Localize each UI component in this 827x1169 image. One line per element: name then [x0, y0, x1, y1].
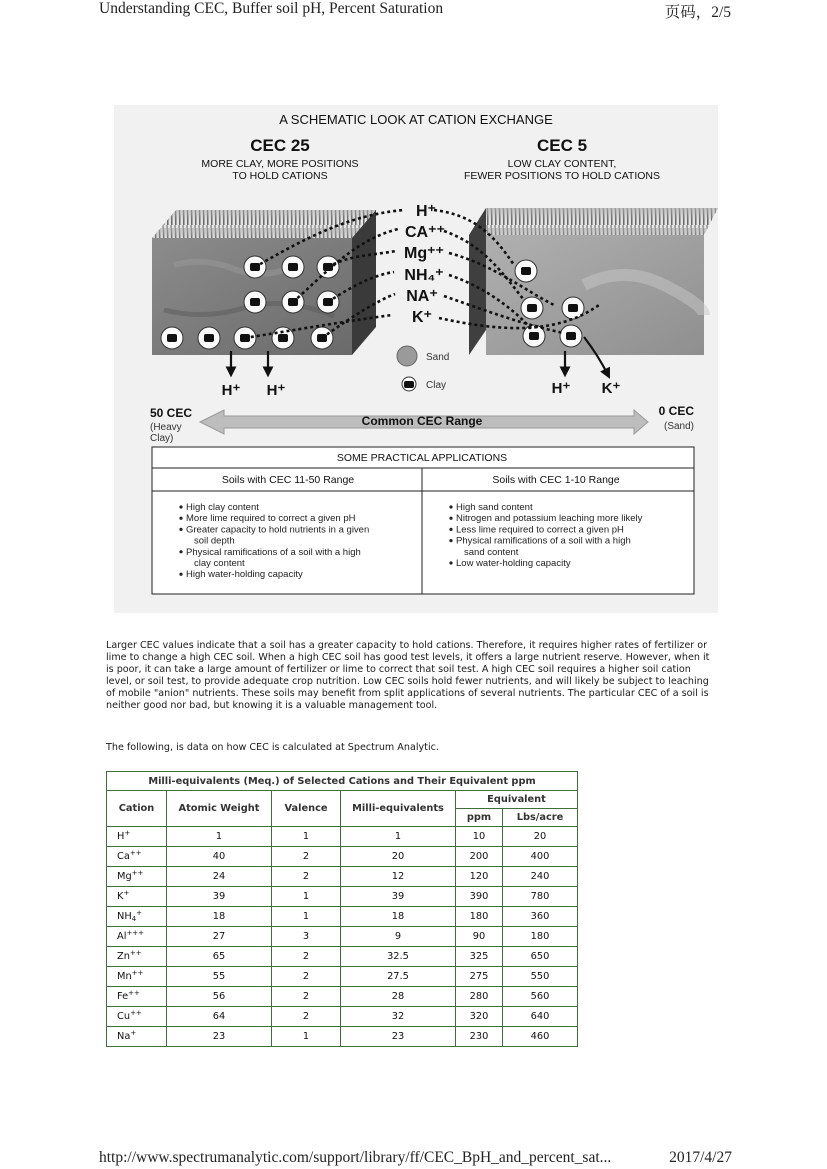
milli-equivalents-cell: 9: [341, 927, 456, 947]
bullet-icon: [449, 528, 452, 531]
bullet-icon: [449, 517, 452, 520]
ppm-cell: 10: [456, 827, 503, 847]
application-item: sand content: [464, 546, 519, 558]
bullet-icon: [179, 528, 182, 531]
high-cec-soil-block: [152, 210, 376, 355]
figure-title: A SCHEMATIC LOOK AT CATION EXCHANGE: [279, 112, 553, 127]
right-heading: CEC 5: [536, 136, 588, 155]
lbs-acre-cell: 550: [503, 967, 578, 987]
ppm-cell: 390: [456, 887, 503, 907]
lbs-acre-cell: 180: [503, 927, 578, 947]
applications-left-title: Soils with CEC 11-50 Range: [221, 474, 355, 486]
application-item: Physical ramifications of a soil with a high: [186, 546, 361, 558]
atomic-weight-cell: 40: [167, 847, 272, 867]
range-left-note-2: Clay): [150, 433, 174, 444]
valence-cell: 2: [272, 1007, 341, 1027]
ppm-cell: 275: [456, 967, 503, 987]
page-number: 页码，2/5: [664, 4, 731, 21]
application-item: Greater capacity to hold nutrients in a given: [186, 524, 370, 536]
legend: [397, 346, 449, 391]
application-item: Nitrogen and potassium leaching more likely: [456, 513, 643, 525]
ppm-cell: 230: [456, 1027, 503, 1047]
range-left-value: 50 CEC: [150, 406, 193, 420]
cation-cell: Fe++: [107, 987, 167, 1007]
right-subheading-2: FEWER POSITIONS TO HOLD CATIONS: [463, 170, 661, 182]
atomic-weight-cell: 56: [167, 987, 272, 1007]
table-row: [107, 847, 578, 867]
atomic-weight-cell: 23: [167, 1027, 272, 1047]
cation-cell: H+: [107, 827, 167, 847]
table-row: [107, 867, 578, 887]
cation-labels: [404, 203, 445, 326]
lbs-acre-cell: 400: [503, 847, 578, 867]
applications-right-title: Soils with CEC 1-10 Range: [492, 474, 620, 486]
clay-swatch-mark: [404, 381, 414, 388]
legend-sand-label: Sand: [426, 352, 450, 363]
sand-swatch: [397, 346, 417, 366]
lbs-acre-cell: 780: [503, 887, 578, 907]
ppm-cell: 180: [456, 907, 503, 927]
cation-cell: Ca++: [107, 847, 167, 867]
bullet-icon: [449, 539, 452, 542]
valence-cell: 1: [272, 1027, 341, 1047]
bullet-icon: [179, 573, 182, 576]
applications-title: SOME PRACTICAL APPLICATIONS: [336, 452, 508, 464]
cec-calculation-intro: The following, is data on how CEC is calculated at Spectrum Analytic.: [106, 742, 439, 753]
ppm-cell: 120: [456, 867, 503, 887]
lbs-acre-cell: 20: [503, 827, 578, 847]
cation-cell: Al+++: [107, 927, 167, 947]
lbs-acre-cell: 560: [503, 987, 578, 1007]
application-item: High sand content: [456, 502, 533, 513]
valence-cell: 1: [272, 887, 341, 907]
application-item: Low water-holding capacity: [456, 558, 571, 569]
ppm-cell: 320: [456, 1007, 503, 1027]
released-ion-left-1: H⁺: [221, 382, 241, 399]
col-header-milli-equivalents: Milli-equivalents: [341, 791, 456, 827]
valence-cell: 2: [272, 947, 341, 967]
bullet-icon: [449, 505, 452, 508]
table-row: [107, 907, 578, 927]
left-subheading-2: TO HOLD CATIONS: [232, 170, 328, 182]
left-subheading-1: MORE CLAY, MORE POSITIONS: [201, 158, 359, 170]
table-row: [107, 1007, 578, 1027]
atomic-weight-cell: 24: [167, 867, 272, 887]
cec-explanation-paragraph: Larger CEC values indicate that a soil has a greater capacity to hold cations. Therefore, it requires higher rates of fertilizer or lime to change a high CEC soil. When a high CEC soil has good test levels, it offers a large nutrient reserve. However, when it is poor, it can take a large amount of fertilizer or lime to correct that soil test. A high CEC soil requires a higher soil cation level, or soil test, to provide adequate crop nutrition. Low CEC soils hold fewer nutrients, and will likely be subject to leaching of mobile "anion" nutrients. These soils may benefit from split applications of several nutrients. The particular CEC of a soil is neither good nor bad, but knowing it is a valuable management tool.: [106, 640, 710, 712]
valence-cell: 1: [272, 907, 341, 927]
cation-cell: Cu++: [107, 1007, 167, 1027]
application-item: clay content: [194, 558, 245, 569]
page-footer-date: 2017/4/27: [669, 1149, 732, 1166]
left-heading: CEC 25: [250, 136, 310, 155]
page-header-title: Understanding CEC, Buffer soil pH, Percent Saturation: [99, 0, 444, 17]
milli-equivalents-cell: 18: [341, 907, 456, 927]
ppm-cell: 200: [456, 847, 503, 867]
application-item: Less lime required to correct a given pH: [456, 524, 624, 536]
table-row: [107, 967, 578, 987]
col-header-valence: Valence: [272, 791, 341, 827]
page-footer-url: http://www.spectrumanalytic.com/support/library/ff/CEC_BpH_and_percent_sat...: [99, 1149, 612, 1166]
valence-cell: 2: [272, 867, 341, 887]
ppm-cell: 90: [456, 927, 503, 947]
cation-cell: $NH_4^+$: [107, 907, 167, 927]
range-left-note-1: (Heavy: [150, 422, 182, 433]
low-cec-soil-block: [469, 208, 718, 355]
ppm-cell: 280: [456, 987, 503, 1007]
atomic-weight-cell: 39: [167, 887, 272, 907]
col-header-lbs-acre: Lbs/acre: [503, 809, 578, 827]
cation-cell: Mn++: [107, 967, 167, 987]
lbs-acre-cell: 460: [503, 1027, 578, 1047]
col-header-ppm: ppm: [456, 809, 503, 827]
atomic-weight-cell: 64: [167, 1007, 272, 1027]
legend-clay-label: Clay: [426, 380, 447, 391]
valence-cell: 3: [272, 927, 341, 947]
valence-cell: 2: [272, 967, 341, 987]
ion-label: H⁺: [416, 203, 436, 220]
bullet-icon: [179, 550, 182, 553]
milli-equivalents-cell: 27.5: [341, 967, 456, 987]
ion-label: Mg⁺⁺: [404, 245, 444, 262]
bullet-icon: [179, 505, 182, 508]
col-header-atomic-weight: Atomic Weight: [167, 791, 272, 827]
application-item: High water-holding capacity: [186, 569, 303, 581]
bullet-icon: [449, 561, 452, 564]
released-ion-left-2: H⁺: [266, 382, 286, 399]
milli-equivalents-cell: 28: [341, 987, 456, 1007]
col-header-equivalent: Equivalent: [456, 791, 578, 809]
milli-equivalents-cell: 23: [341, 1027, 456, 1047]
right-subheading-1: LOW CLAY CONTENT,: [507, 158, 617, 170]
table-row: [107, 1027, 578, 1047]
milli-equivalents-cell: 32.5: [341, 947, 456, 967]
milli-equivalents-table: [106, 771, 578, 1047]
atomic-weight-cell: 18: [167, 907, 272, 927]
released-ion-right-1: H⁺: [551, 380, 571, 397]
atomic-weight-cell: 27: [167, 927, 272, 947]
lbs-acre-cell: 360: [503, 907, 578, 927]
ppm-cell: 325: [456, 947, 503, 967]
milli-equivalents-cell: 32: [341, 1007, 456, 1027]
table-row: [107, 987, 578, 1007]
application-item: More lime required to correct a given pH: [186, 513, 356, 525]
table-row: [107, 947, 578, 967]
lbs-acre-cell: 650: [503, 947, 578, 967]
valence-cell: 1: [272, 827, 341, 847]
range-center-label: Common CEC Range: [361, 414, 483, 428]
ion-label: CA⁺⁺: [405, 224, 445, 241]
cation-cell: Na+: [107, 1027, 167, 1047]
col-header-cation: Cation: [107, 791, 167, 827]
atomic-weight-cell: 55: [167, 967, 272, 987]
lbs-acre-cell: 640: [503, 1007, 578, 1027]
milli-equivalents-cell: 12: [341, 867, 456, 887]
table-caption: Milli-equivalents (Meq.) of Selected Cations and Their Equivalent ppm: [107, 772, 578, 791]
table-row: [107, 887, 578, 907]
table-row: [107, 927, 578, 947]
ion-label: K⁺: [412, 309, 432, 326]
cation-cell: K+: [107, 887, 167, 907]
valence-cell: 2: [272, 847, 341, 867]
application-item: Physical ramifications of a soil with a high: [456, 535, 631, 547]
ion-label: NA⁺: [406, 288, 438, 305]
cation-cell: Zn++: [107, 947, 167, 967]
milli-equivalents-cell: 1: [341, 827, 456, 847]
milli-equivalents-cell: 20: [341, 847, 456, 867]
cation-cell: Mg++: [107, 867, 167, 887]
application-item: soil depth: [194, 535, 235, 547]
atomic-weight-cell: 65: [167, 947, 272, 967]
cation-exchange-schematic: [114, 105, 718, 613]
valence-cell: 2: [272, 987, 341, 1007]
application-item: High clay content: [186, 502, 259, 513]
milli-equivalents-cell: 39: [341, 887, 456, 907]
released-ion-right-2: K⁺: [601, 380, 621, 397]
range-right-value: 0 CEC: [658, 404, 694, 418]
lbs-acre-cell: 240: [503, 867, 578, 887]
bullet-icon: [179, 517, 182, 520]
atomic-weight-cell: 1: [167, 827, 272, 847]
ion-label: NH₄⁺: [404, 267, 444, 284]
table-row: [107, 827, 578, 847]
range-right-note: (Sand): [663, 421, 694, 432]
